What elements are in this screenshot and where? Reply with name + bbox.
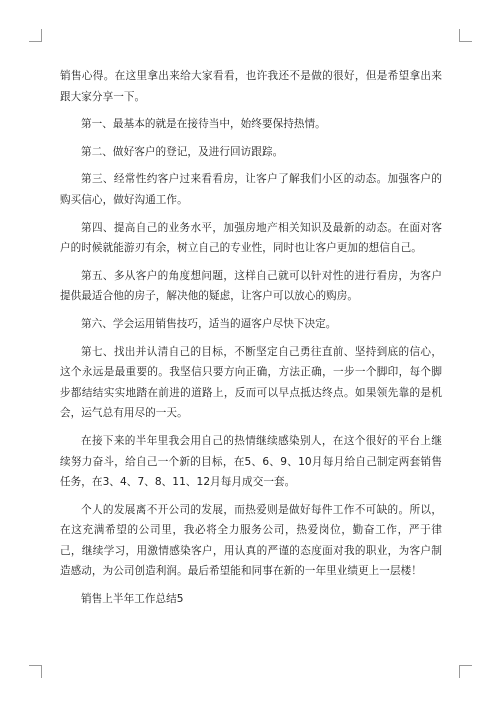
crop-mark-top-right <box>459 29 472 42</box>
crop-mark-bottom-left <box>29 665 42 678</box>
paragraph-plan: 在接下来的半年里我会用自己的热情继续感染别人，在这个很好的平台上继续努力奋斗，给自己一个新的目标，在5、6、9、10月每月给自己制定两套销售任务，在3、4、7、8、11、12月每月成交一套。 <box>60 434 442 489</box>
crop-mark-bottom-right <box>459 665 472 678</box>
document-body <box>60 66 442 617</box>
paragraph-conclusion: 个人的发展离不开公司的发展，而热爱则是做好每件工作不可缺的。所以，在这充满希望的公司里，我必将全力服务公司，热爱岗位，勤奋工作，严于律己，继续学习，用激情感染客户，用认真的严谨的态度面对我的职业，为客户制造感动，为公司创造利润。最后希望能和同事在新的一年里业绩更上一层楼！ <box>60 503 442 578</box>
paragraph-point-5: 第五、多从客户的角度想问题，这样自己就可以针对性的进行看房，为客户提供最适合他的房子，解决他的疑虑，让客户可以放心的购房。 <box>60 269 442 303</box>
paragraph-point-6: 第六、学会运用销售技巧，适当的逼客户尽快下决定。 <box>81 317 337 330</box>
paragraph-point-7: 第七、找出并认清自己的目标，不断坚定自己勇往直前、坚持到底的信心，这个永远是最重要的。我坚信只要方向正确，方法正确，一步一个脚印，每个脚步都结结实实地踏在前进的道路上，反而可以早点抵达终点。如果领先靠的是机会，运气总有用尽的一天。 <box>60 345 442 420</box>
next-section-heading: 销售上半年工作总结5 <box>81 593 184 606</box>
paragraph-point-1: 第一、最基本的就是在接待当中，始终要保持热情。 <box>81 118 326 131</box>
paragraph-point-3: 第三、经常性约客户过来看看房，让客户了解我们小区的动态。加强客户的购买信心，做好沟通工作。 <box>60 173 442 206</box>
crop-mark-top-left <box>29 29 42 42</box>
paragraph-point-4: 第四、提高自己的业务水平，加强房地产相关知识及最新的动态。在面对客户的时候就能游刃有余，树立自己的专业性，同时也让客户更加的想信自己。 <box>60 221 442 255</box>
paragraph-intro: 销售心得。在这里拿出来给大家看看，也许我还不是做的很好，但是希望拿出来跟大家分享一下。 <box>60 70 442 103</box>
paragraph-point-2: 第二、做好客户的登记，及进行回访跟踪。 <box>81 145 284 158</box>
